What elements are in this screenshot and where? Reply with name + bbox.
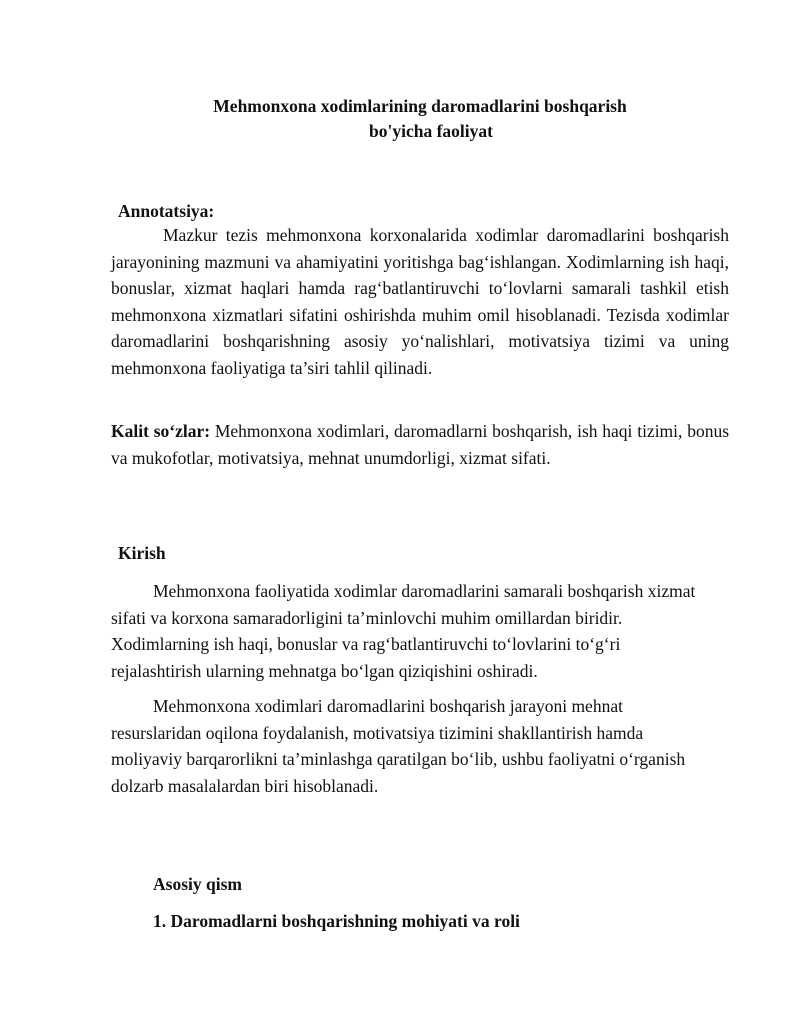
title-line-2: bo'yicha faoliyat: [369, 121, 493, 141]
annotation-body: Mazkur tezis mehmonxona korxonalarida xodimlar daromadlarini boshqarish jarayonining mazmuni va ahamiyatini yoritishga bag‘ishlangan. Xodimlarning ish haqi, bonuslar, xizmat haqlari hamda rag‘batlantiruvchi to‘lovlarni samarali tashkil etish mehmonxona xizmatlari sifatini oshirishda muhim omil hisoblanadi. Tezisda xodimlar daromadlarini boshqarishning asosiy yo‘nalishlari, motivatsiya tizimi va uning mehmonxona faoliyatiga ta’siri tahlil qilinadi.: [111, 225, 729, 378]
document-title: [110, 94, 730, 144]
keywords-paragraph: [111, 418, 729, 471]
intro-paragraph-1: Mehmonxona faoliyatida xodimlar daromadlarini samarali boshqarish xizmat sifati va korxona samaradorligini ta’minlovchi muhim omillardan biridir. Xodimlarning ish haqi, bonuslar va rag‘batlantiruvchi to‘lovlarini to‘g‘ri rejalashtirish ularning mehnatga bo‘lgan qiziqishini oshiradi.: [111, 581, 696, 681]
intro-paragraph-2: Mehmonxona xodimlari daromadlarini boshqarish jarayoni mehnat resurslaridan oqilona foydalanish, motivatsiya tizimini shakllantirish hamda moliyaviy barqarorlikni ta’minlashga qaratilgan bo‘lib, ushbu faoliyatni o‘rganish dolzarb masalalardan biri hisoblanadi.: [111, 696, 686, 796]
annotation-heading: Annotatsiya:: [118, 201, 215, 221]
keywords-text: Mehmonxona xodimlari, daromadlarni boshqarish, ish haqi tizimi, bonus va mukofotlar, motivatsiya, mehnat unumdorligi, xizmat sifati.: [111, 421, 729, 468]
main-subheading: 1. Daromadlarni boshqarishning mohiyati va roli: [153, 911, 520, 931]
main-heading: Asosiy qism: [153, 874, 242, 894]
intro-heading: Kirish: [118, 543, 166, 563]
title-line-1: Mehmonxona xodimlarining daromadlarini boshqarish: [213, 96, 627, 116]
keywords-label: Kalit so‘zlar:: [111, 421, 211, 441]
